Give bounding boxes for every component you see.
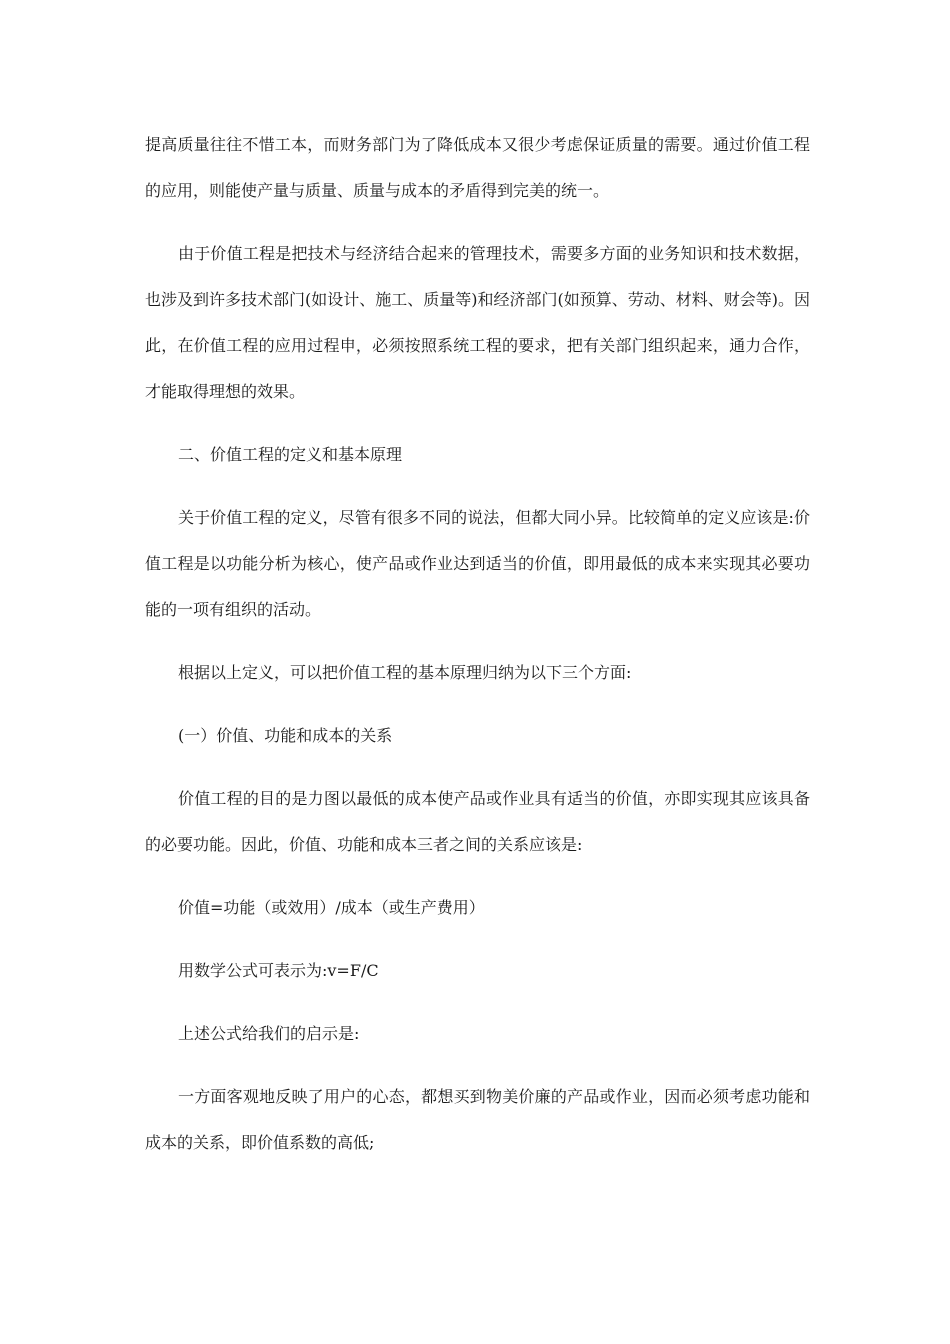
paragraph-insight-1: 一方面客观地反映了用户的心态，都想买到物美价廉的产品或作业，因而必须考虑功能和成本的关系，即价值系数的高低; bbox=[145, 1087, 810, 1152]
paragraph-principles-intro: 根据以上定义，可以把价值工程的基本原理归纳为以下三个方面: bbox=[178, 663, 632, 682]
paragraph-2: 由于价值工程是把技术与经济结合起来的管理技术，需要多方面的业务知识和技术数据，也涉及到许多技术部门(如设计、施工、质量等)和经济部门(如预算、劳动、材料、财会等)。因此，在价值工程的应用过程申，必须按照系统工程的要求，把有关部门组织起来，通力合作，才能取得理想的效果。 bbox=[145, 244, 810, 401]
document-body bbox=[145, 122, 810, 1183]
subheading-1: (一）价值、功能和成本的关系 bbox=[178, 726, 393, 745]
paragraph-insight-intro: 上述公式给我们的启示是: bbox=[178, 1024, 360, 1043]
formula-math: 用数学公式可表示为:v=F/C bbox=[178, 961, 379, 980]
paragraph-purpose: 价值工程的目的是力图以最低的成本使产品或作业具有适当的价值，亦即实现其应该具备的必要功能。因此，价值、功能和成本三者之间的关系应该是: bbox=[145, 789, 810, 854]
formula-text: 价值=功能（或效用）/成本（或生产费用） bbox=[178, 898, 485, 917]
paragraph-1: 提高质量往往不惜工本，而财务部门为了降低成本又很少考虑保证质量的需要。通过价值工程的应用，则能使产量与质量、质量与成本的矛盾得到完美的统一。 bbox=[145, 135, 810, 200]
section-heading-2: 二、价值工程的定义和基本原理 bbox=[178, 445, 403, 464]
paragraph-definition: 关于价值工程的定义，尽管有很多不同的说法，但都大同小异。比较简单的定义应该是:价值工程是以功能分析为核心，使产品或作业达到适当的价值，即用最低的成本来实现其必要功能的一项有组织的活动。 bbox=[145, 508, 810, 619]
